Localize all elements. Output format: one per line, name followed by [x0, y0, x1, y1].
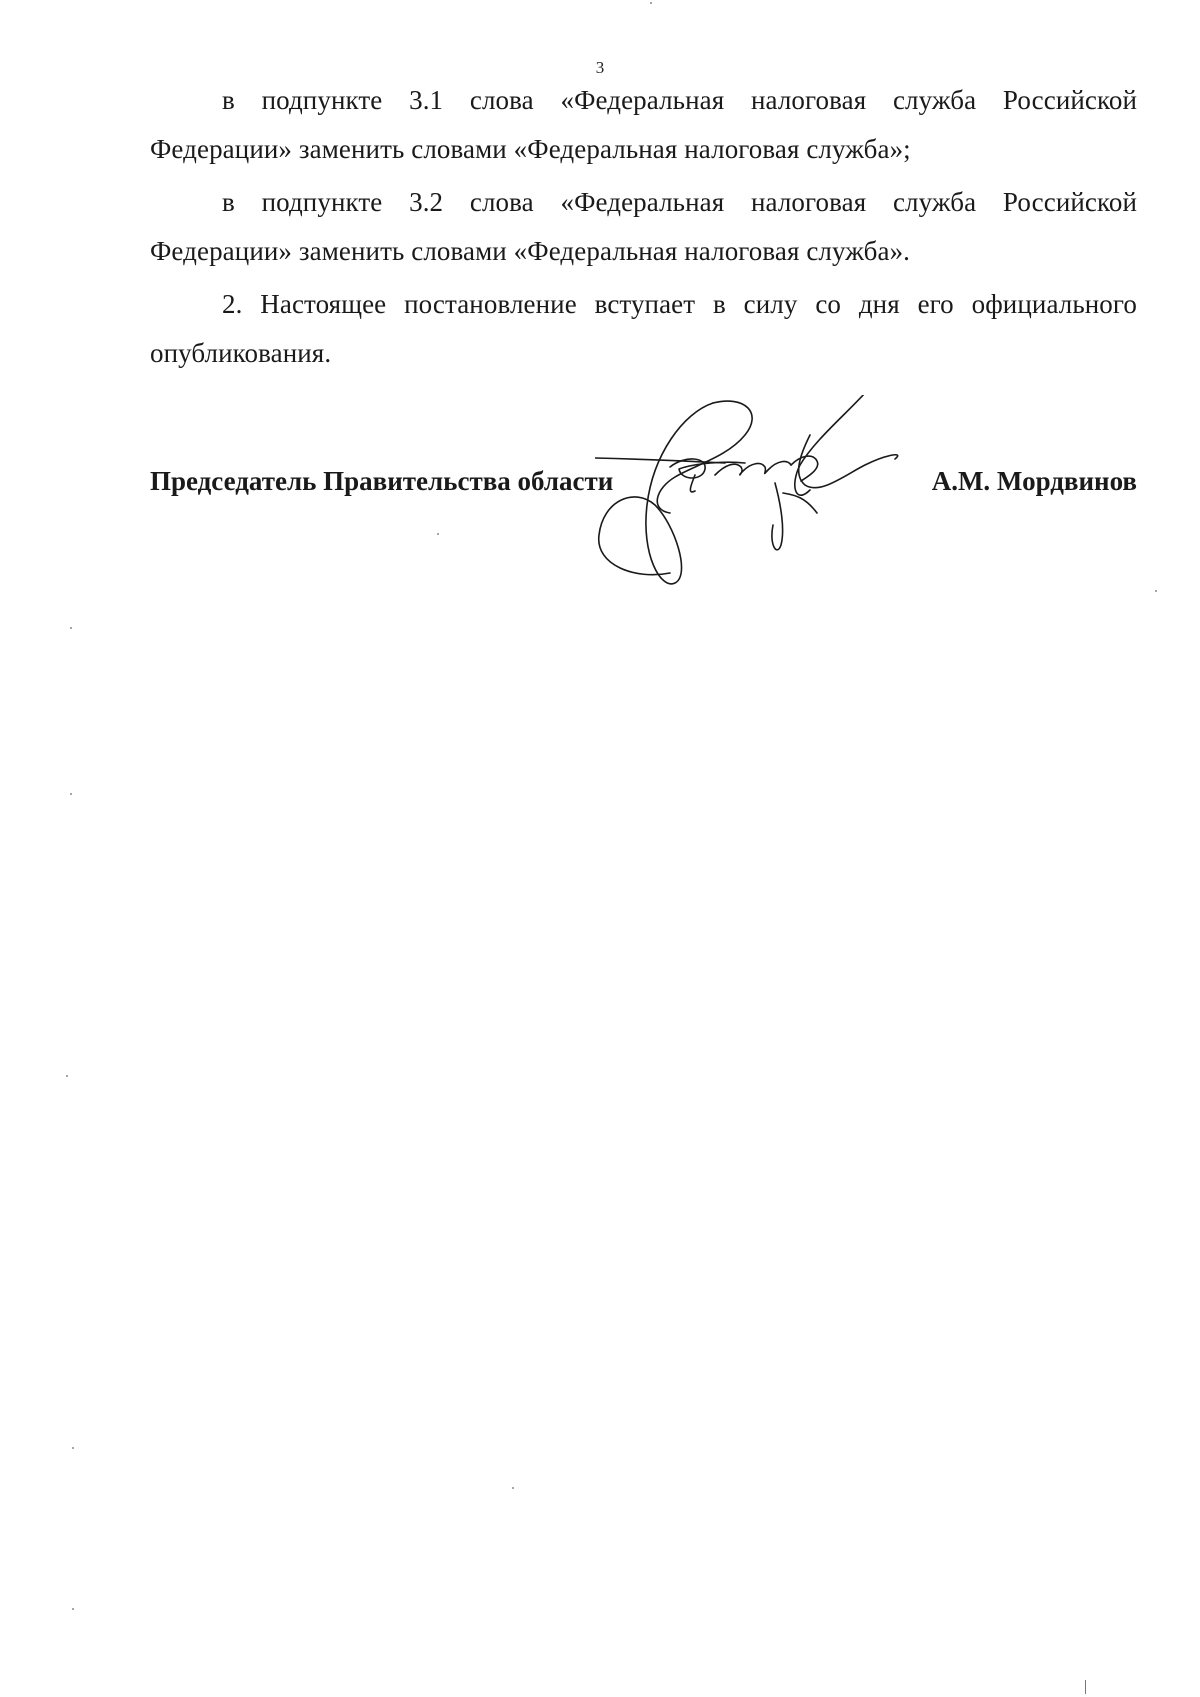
paragraph-subpoint-3-1: в подпункте 3.1 слова «Федеральная налоговая служба Российской Федерации» заменить словами «Федеральная налоговая служба»; — [150, 85, 1137, 164]
signatory-name: А.М. Мордвинов — [931, 466, 1137, 496]
scan-speck — [72, 1447, 74, 1449]
document-body — [150, 76, 1137, 382]
scan-speck — [437, 533, 439, 535]
scan-speck — [70, 627, 72, 629]
paragraph-effective-date: 2. Настоящее постановление вступает в силу со дня его официального опубликования. — [150, 289, 1137, 368]
scan-speck — [66, 1075, 68, 1077]
page-number: 3 — [595, 58, 605, 77]
scan-speck — [650, 2, 652, 4]
scan-speck — [72, 1608, 74, 1610]
signatory-title: Председатель Правительства области — [150, 466, 614, 496]
handwritten-signature-icon — [595, 395, 955, 605]
scan-edge-mark — [1085, 1680, 1086, 1694]
scan-speck — [1155, 590, 1157, 592]
scan-speck — [512, 1487, 514, 1489]
scan-speck — [70, 793, 72, 795]
paragraph-subpoint-3-2: в подпункте 3.2 слова «Федеральная налоговая служба Российской Федерации» заменить словами «Федеральная налоговая служба». — [150, 187, 1137, 266]
